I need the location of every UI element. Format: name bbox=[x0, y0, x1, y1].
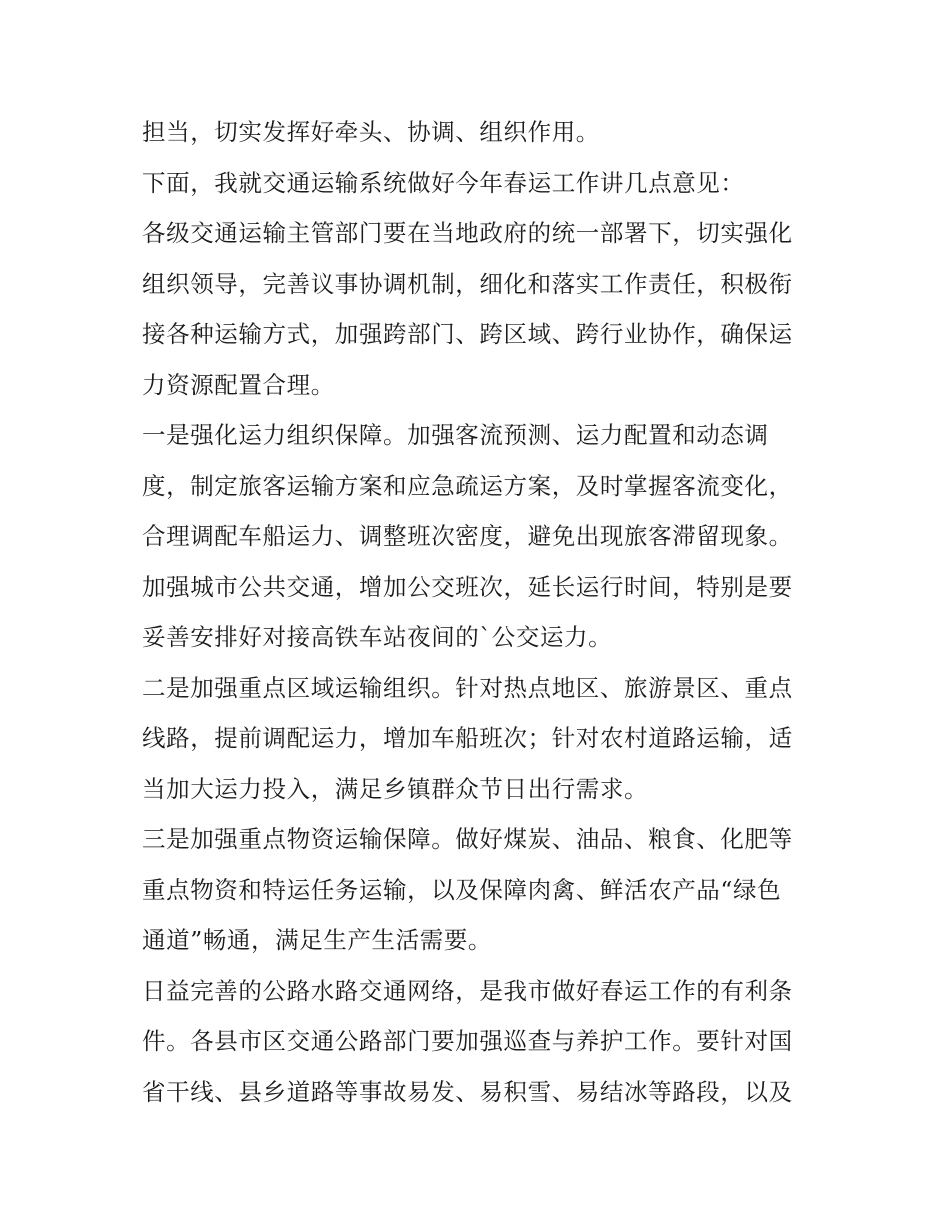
text-line: 各级交通运输主管部门要在当地政府的统一部署下，切实强化 bbox=[142, 219, 793, 247]
text-line: 妥善安排好对接高铁车站夜间的`公交运力。 bbox=[142, 623, 613, 651]
text-line: 接各种运输方式，加强跨部门、跨区域、跨行业协作，确保运 bbox=[142, 320, 793, 348]
text-line: 度，制定旅客运输方案和应急疏运方案，及时掌握客流变化， bbox=[142, 471, 793, 500]
text-line: 下面，我就交通运输系统做好今年春运工作讲几点意见： bbox=[142, 168, 745, 197]
document-body bbox=[142, 107, 822, 1117]
text-line: 件。各县市区交通公路部门要加强巡查与养护工作。要针对国 bbox=[142, 1027, 793, 1055]
text-line: 线路，提前调配运力，增加车船班次；针对农村道路运输，适 bbox=[142, 724, 793, 752]
text-line: 一是强化运力组织保障。加强客流预测、运力配置和动态调 bbox=[142, 421, 769, 449]
text-line: 担当，切实发挥好牵头、协调、组织作用。 bbox=[142, 118, 600, 146]
text-line: 三是加强重点物资运输保障。做好煤炭、油品、粮食、化肥等 bbox=[142, 825, 793, 853]
text-line: 组织领导，完善议事协调机制，细化和落实工作责任，积极衔 bbox=[142, 269, 793, 298]
text-line: 二是加强重点区域运输组织。针对热点地区、旅游景区、重点 bbox=[142, 673, 793, 702]
text-line: 加强城市公共交通，增加公交班次，延长运行时间，特别是要 bbox=[142, 572, 793, 601]
text-line: 合理调配车船运力、调整班次密度，避免出现旅客滞留现象。 bbox=[142, 522, 793, 550]
text-line: 通道”畅通，满足生产生活需要。 bbox=[142, 926, 493, 954]
text-line: 力资源配置合理。 bbox=[142, 370, 335, 399]
text-line: 日益完善的公路水路交通网络，是我市做好春运工作的有利条 bbox=[142, 976, 793, 1005]
text-line: 省干线、县乡道路等事故易发、易积雪、易结冰等路段，以及 bbox=[142, 1077, 793, 1106]
text-line: 当加大运力投入，满足乡镇群众节日出行需求。 bbox=[142, 774, 649, 803]
text-line: 重点物资和特运任务运输，以及保障肉禽、鲜活农产品“绿色 bbox=[142, 875, 782, 904]
